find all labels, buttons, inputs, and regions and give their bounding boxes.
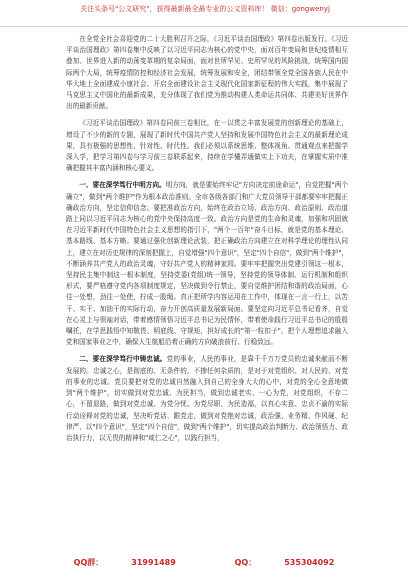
paragraph-section-2 — [66, 354, 348, 444]
page-header — [0, 0, 408, 27]
paragraph-text: 在全党全社会喜迎党的二十大胜利召开之际，《习近平谈治国理政》第四卷出版发行。《习近平谈治国理政》第四卷集中反映了以习近平同志为核心的党中央，面对百年变局和世纪疫情相互叠加、世界进入新的动荡变革期的复杂局面，面对世所罕见、史所罕见的风险挑战，统筹国内国际两个大局，统筹疫情防控和经济社会发展，统筹发展和安全，团结带领全党全国各族人民在中华大地上全面建成小康社会、开启全面建设社会主义现代化国家新征程的伟大实践，集中展现了马克思主义中国化的最新成果，充分体现了我们党为推动构建人类命运共同体、共建美好世界作出的最新贡献。 — [66, 35, 348, 111]
document-body — [66, 34, 348, 450]
page-footer — [0, 557, 408, 568]
paragraph-text: 《习近平谈治国理政》第四卷同前三卷相比，在一以贯之丰富发展党的创新理论的基础上，增设了不少的新的专题，展现了新时代中国共产党人坚持和发展中国特色社会主义的最新理论成果，具有极强的思想性、针对性、时代性。我们必须以系统思维、整体视角、贯通观点来把握学深入学，把学习第四卷与学习前三卷联系起来，持续在学懂弄通做实上下功夫，在掌握实质中准确把握其丰富内涵和核心要义。 — [66, 119, 348, 173]
paragraph-overview — [66, 118, 348, 174]
footer-qq-label: QQ： — [234, 558, 257, 567]
paragraph-intro — [66, 34, 348, 112]
footer-qq — [221, 558, 349, 567]
paragraph-text: 明方向，就是要始终牢记"方向决定前途命运"，自觉把握"两个确立"，做到"两个维护"作为根本政治准则。全市各级各部门和广大党员领导干部都要牢牢把握正确政治方向，坚定信仰信念。要把准政治方向，始终在政治立场、政治方向、政治原则、政治道路上同以习近平同志为核心的党中央保持高度一致。政治方向是党的生命和灵魂，加强和巩固就在习近平新时代中国特色社会主义思想的指引下，"两个一百年"奋斗目标，就是党的基本理论、基本路线、基本方略。要通过强化创新理论武装，把正确政治方向建立在对科学理论的理性认同上，建立在对历史规律的深刻把握上，自觉增强"四个意识"，坚定"四个自信"，做到"两个维护"，不断涵养共产党人的政治灵魂，守好共产党人的精神家园。要牢牢把握突出党建引领这一根本，坚持民主集中制这一根本制度，坚持党委(党组)统一领导，坚持党的领导体制、运行机制和组织形式，要严格遵守党内各项制度规定，坚决做到令行禁止，要自觉维护团结和谐的政治局面，心往一处想，劲往一处使，拧成一股绳。真正把所学内容运用在工作中，体现在一言一行上，以苦干、实干、加油干的实际行动，奋力开创高质量发展新局面。要坚定向习近平总书记看齐，自觉在心灵上与领袖对话，带着感情领悟习近平总书记为民情怀，带着使命践行习近平总书记的殷殷嘱托，在学思践悟中知敬畏、明底线、守规矩，担好成长的"第一粒扣子"，把个人理想追求融入党和国家事业之中，确保人生航船沿着正确的方向破浪前行、行稳致远。 — [66, 181, 348, 347]
section-heading: 一、要在深学笃行中明方向。 — [79, 181, 166, 190]
header-promo-text: 关注头条号"公文研究"，获得最新最全最专业的公文资料库！ 微信：gongwenyj — [80, 5, 330, 13]
footer-qq-value: 535304092 — [284, 558, 335, 567]
paragraph-text: 党的事业，人民的事业，是靠千千万万党员的忠诚来献而不断发展的。忠诚之心，是彻底的、无条件的，不掺任何杂质的，是对于对党组织、对人民的、对党的事业的忠诚。党员要把对党的忠诚自然融入到自己的全身大大的心中，对党的全心全意地做到"两个维护"，切实做到对党忠诚、为民担当，做到忠诚老实、一心为党，对党组织，不存二心，不留退路，做到对党忠诚、为党分忧、为党尽职、为民造福，以真心实意、忠贞不渝的实际行动诠释对党的忠诚，坚决听党话、跟党走，做到对党绝对忠诚，政治强、业务精、作风硬、纪律严，以"四个意识"，坚定"四个自信"，做到"两个维护"，切实提高政治判断力、政治领悟力、政治执行力，以无畏的精神和"咸仁之心"，以践行担当， — [66, 355, 348, 442]
footer-qq-group-label: QQ群： — [73, 558, 104, 567]
footer-qq-group-value: 31991489 — [131, 558, 176, 567]
footer-qq-group — [60, 558, 190, 567]
paragraph-section-1 — [66, 180, 348, 348]
section-heading: 二、要在深学笃行中铸忠诚。 — [79, 355, 167, 364]
